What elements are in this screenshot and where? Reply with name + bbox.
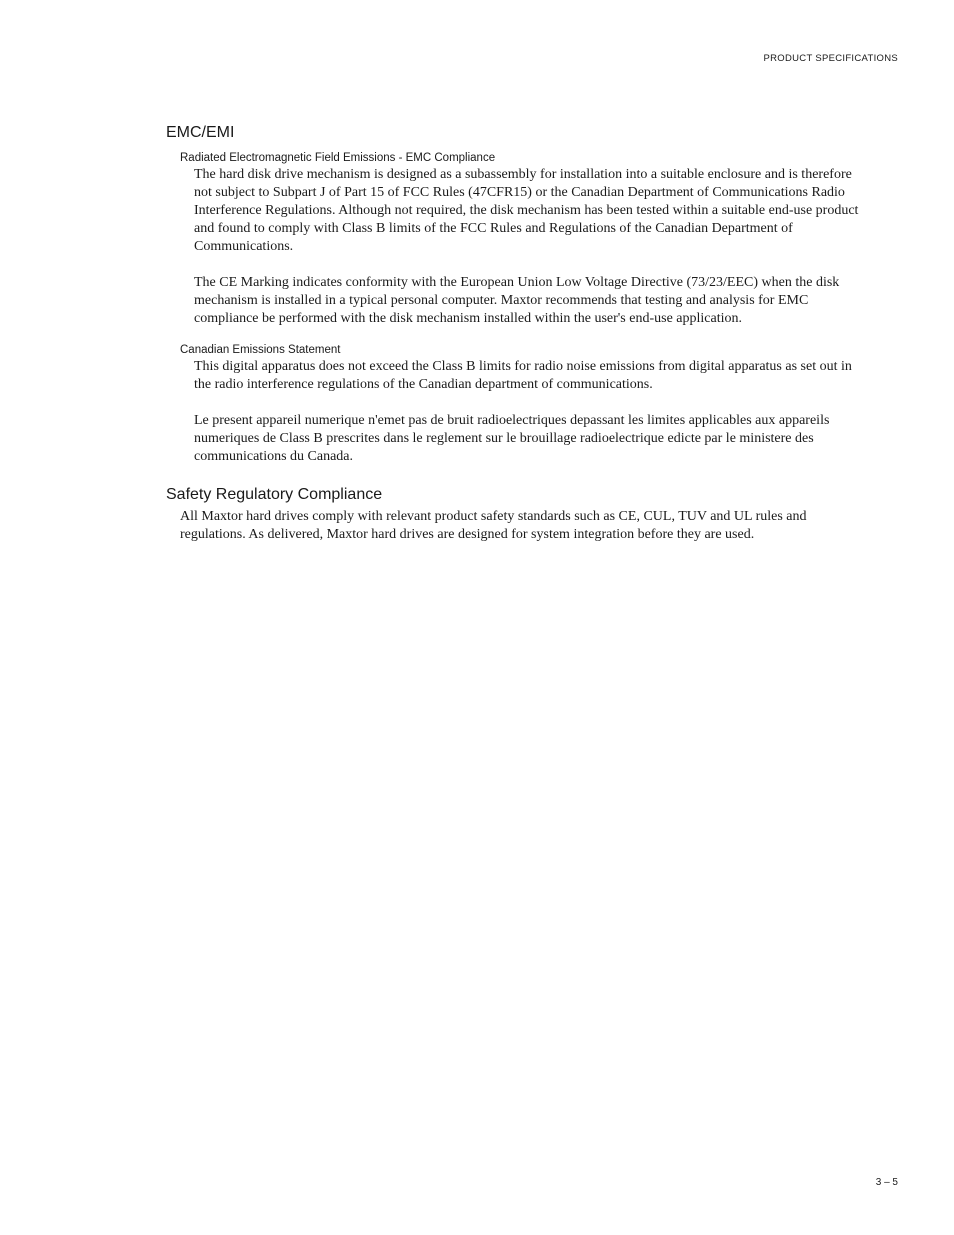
canadian-emissions-heading: Canadian Emissions Statement bbox=[180, 344, 341, 356]
canadian-emissions-subsection bbox=[180, 342, 872, 466]
safety-paragraph: All Maxtor hard drives comply with relevant product safety standards such as CE, CUL, TUV and UL rules and regulations. As delivered, Maxtor hard drives are designed for system integration before they are used. bbox=[180, 509, 807, 542]
safety-section bbox=[166, 484, 872, 544]
radiated-paragraph-2: The CE Marking indicates conformity with the European Union Low Voltage Directive (73/23/EEC) when the disk mechanism is installed in a typical personal computer. Maxtor recommends that testing and analysis for EMC compliance be performed with the disk mechanism installed within the user's end-use application. bbox=[194, 275, 840, 326]
emc-emi-heading: EMC/EMI bbox=[166, 124, 235, 141]
radiated-paragraph-1: The hard disk drive mechanism is designed as a subassembly for installation into a suitable enclosure and is therefore not subject to Subpart J of Part 15 of FCC Rules (47CFR15) or the Canadian Department of Communications Radio Interference Regulations. Although not required, the disk mechanism has been tested within a suitable end-use product and found to comply with Class B limits of the FCC Rules and Regulations of the Canadian Department of Communications. bbox=[194, 167, 859, 254]
page-content bbox=[166, 122, 872, 562]
page-number: 3 – 5 bbox=[875, 1177, 898, 1188]
canadian-paragraph-2: Le present appareil numerique n'emet pas de bruit radioelectriques depassant les limites applicables aux appareils numeriques de Class B prescrites dans le reglement sur le brouillage radioelectrique edicte par le ministere des communications du Canada. bbox=[194, 413, 830, 464]
safety-heading: Safety Regulatory Compliance bbox=[166, 486, 383, 503]
canadian-paragraph-1: This digital apparatus does not exceed the Class B limits for radio noise emissions from digital apparatus as set out in the radio interference regulations of the Canadian department of communications. bbox=[194, 359, 852, 392]
radiated-emissions-heading: Radiated Electromagnetic Field Emissions - EMC Compliance bbox=[180, 152, 496, 164]
radiated-emissions-subsection bbox=[180, 150, 872, 328]
running-head: PRODUCT SPECIFICATIONS bbox=[763, 53, 898, 64]
emc-emi-section bbox=[166, 122, 872, 466]
